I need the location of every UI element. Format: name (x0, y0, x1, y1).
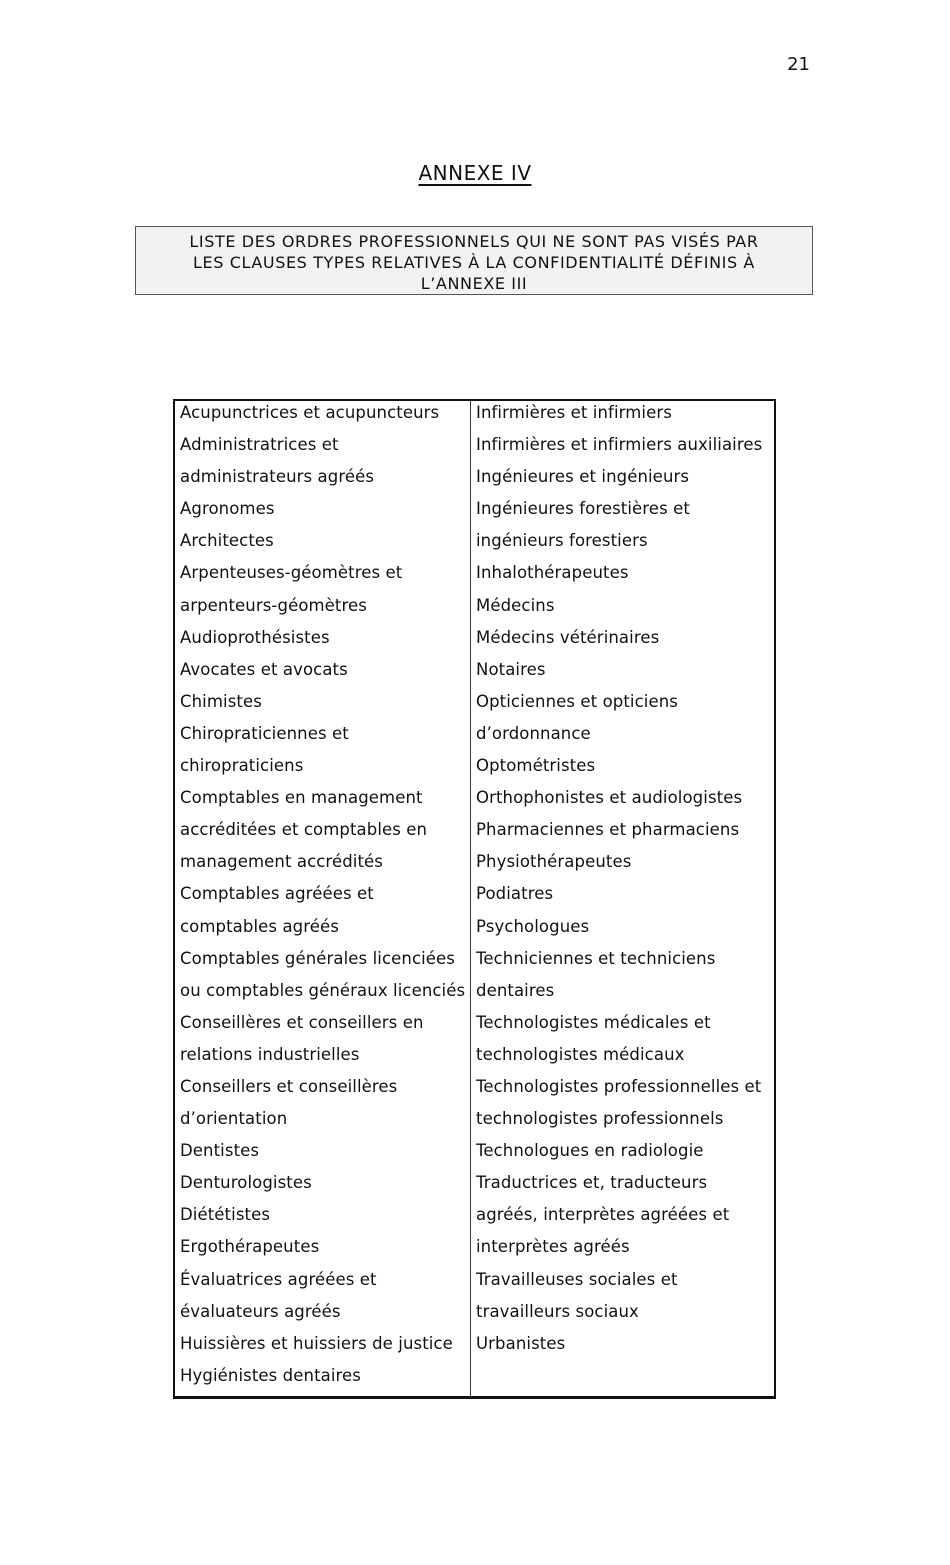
table-line: Diététistes (180, 1205, 271, 1225)
table-line: Huissières et huissiers de justice (180, 1333, 453, 1353)
table-line: Arpenteuses-géomètres et (180, 563, 403, 583)
table-line: travailleurs sociaux (476, 1301, 639, 1321)
table-line: Architectes (180, 531, 274, 551)
table-line: ingénieurs forestiers (476, 531, 648, 551)
table-line: d’ordonnance (476, 723, 591, 743)
table-line: Optométristes (476, 756, 596, 776)
table-line: Infirmières et infirmiers auxiliaires (476, 435, 763, 455)
table-line: Inhalothérapeutes (476, 563, 629, 583)
table-line: Conseillers et conseillères (180, 1076, 398, 1096)
table-line: technologistes médicaux (476, 1044, 685, 1064)
table-line: dentaires (476, 980, 555, 1000)
table-line: Comptables générales licenciées (180, 948, 456, 968)
table-line: comptables agréés (180, 916, 339, 936)
table-line: Infirmières et infirmiers (476, 403, 672, 422)
table-line: ou comptables généraux licenciés (180, 980, 466, 1000)
table-line: Ergothérapeutes (180, 1237, 320, 1257)
table-line: Chimistes (180, 691, 262, 711)
table-line: Ingénieures et ingénieurs (476, 467, 690, 487)
table-line: Médecins vétérinaires (476, 627, 660, 647)
table-line: Urbanistes (476, 1333, 566, 1353)
table-line: Technologistes professionnelles et (476, 1076, 762, 1096)
table-line: relations industrielles (180, 1044, 360, 1064)
heading-line: L’ANNEXE III (420, 274, 528, 293)
table-line: agréés, interprètes agréées et (476, 1205, 730, 1225)
heading-line: LISTE DES ORDRES PROFESSIONNELS QUI NE SONT PAS VISÉS PAR (189, 232, 759, 251)
table-line: Psychologues (476, 916, 590, 936)
table-line: Podiatres (476, 884, 554, 904)
table-line: Denturologistes (180, 1173, 312, 1193)
table-line: Ingénieures forestières et (476, 499, 690, 519)
table-line: Opticiennes et opticiens (476, 691, 678, 711)
table-line: Administratrices et (180, 435, 339, 455)
table-line: Techniciennes et techniciens (476, 948, 716, 968)
table-line: management accrédités (180, 852, 383, 872)
table-line: Acupunctrices et acupuncteurs (180, 403, 440, 422)
table-left-column (175, 401, 471, 1396)
table-right-column (471, 401, 774, 1396)
table-line: Comptables en management (180, 788, 423, 808)
table-line: Orthophonistes et audiologistes (476, 788, 743, 808)
table-line: Évaluatrices agréées et (180, 1269, 377, 1289)
table-line: Médecins (476, 595, 555, 615)
table-line: d’orientation (180, 1109, 288, 1129)
table-line: chiropraticiens (180, 756, 304, 776)
annex-title-text: ANNEXE IV (418, 161, 532, 185)
table-line: Notaires (476, 659, 546, 679)
table-line: Technologues en radiologie (476, 1141, 704, 1161)
table-line: évaluateurs agréés (180, 1301, 341, 1321)
table-line: Travailleuses sociales et (476, 1269, 678, 1289)
table-line: Avocates et avocats (180, 659, 348, 679)
table-line: Dentistes (180, 1141, 260, 1161)
page-number: 21 (787, 54, 810, 75)
table-line: accréditées et comptables en (180, 820, 428, 840)
table-line: Physiothérapeutes (476, 852, 632, 872)
list-heading-box (135, 226, 813, 295)
table-line: Technologistes médicales et (476, 1012, 711, 1032)
table-line: Audioprothésistes (180, 627, 330, 647)
annex-title (0, 161, 950, 185)
table-line: technologistes professionnels (476, 1109, 724, 1129)
table-line: Agronomes (180, 499, 275, 519)
table-line: arpenteurs-géomètres (180, 595, 367, 615)
table-line: Hygiénistes dentaires (180, 1365, 361, 1385)
table-line: Conseillères et conseillers en (180, 1012, 424, 1032)
table-line: Comptables agréées et (180, 884, 374, 904)
table-line: administrateurs agréés (180, 467, 375, 487)
professional-orders-table (173, 399, 776, 1399)
table-line: Chiropraticiennes et (180, 723, 349, 743)
table-line: Traductrices et, traducteurs (476, 1173, 708, 1193)
table-line: Pharmaciennes et pharmaciens (476, 820, 740, 840)
table-line: interprètes agréés (476, 1237, 630, 1257)
heading-line: LES CLAUSES TYPES RELATIVES À LA CONFIDENTIALITÉ DÉFINIS À (193, 253, 755, 272)
